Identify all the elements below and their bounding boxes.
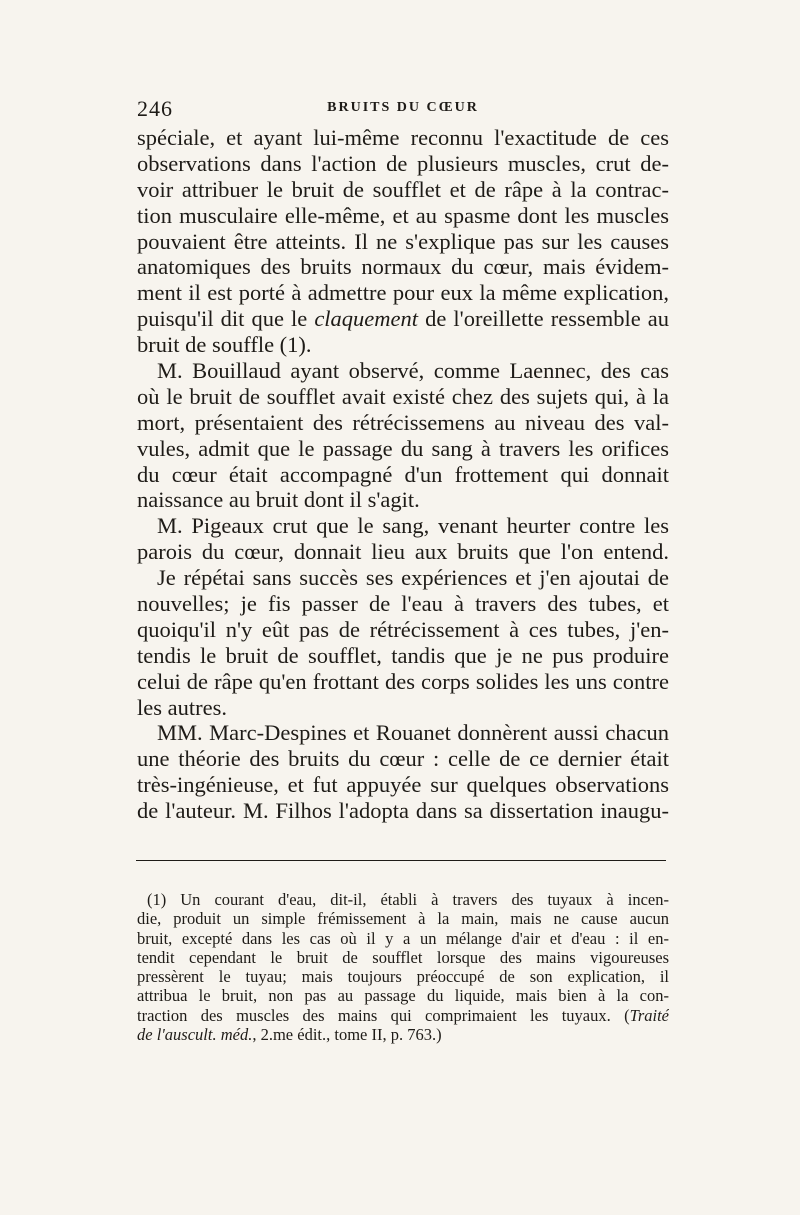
paragraph-1 xyxy=(137,125,669,358)
text-line: quoiqu'il n'y eût pas de rétrécissement à ces tubes, j'en- xyxy=(137,616,669,642)
text-line: voir attribuer le bruit de soufflet et de râpe à la contrac- xyxy=(137,176,669,202)
text-line: où le bruit de soufflet avait existé chez des sujets qui, à la xyxy=(137,383,669,409)
text-line: pouvaient être atteints. Il ne s'explique pas sur les causes xyxy=(137,228,669,254)
running-title: BRUITS DU CŒUR xyxy=(327,100,479,115)
text-line: mort, présentaient des rétrécissemens au niveau des val- xyxy=(137,409,669,435)
footnote-line: bruit, excepté dans les cas où il y a un mélange d'air et d'eau : il en- xyxy=(137,928,669,948)
italic-word: claquement xyxy=(314,306,419,332)
text-line: MM. Marc-Despines et Rouanet donnèrent aussi chacun xyxy=(157,720,669,746)
text-line: une théorie des bruits du cœur : celle de ce dernier était xyxy=(137,746,669,772)
paragraph-4 xyxy=(137,565,669,720)
text-line: bruit de souffle (1). xyxy=(137,332,312,358)
text-line: celui de râpe qu'en frottant des corps solides les uns contre xyxy=(137,668,669,694)
page-header xyxy=(137,96,669,126)
page-number: 246 xyxy=(137,96,173,121)
text-line: parois du cœur, donnait lieu aux bruits que l'on entend. xyxy=(137,539,669,565)
body-text xyxy=(137,125,669,824)
text-line: M. Pigeaux crut que le sang, venant heurter contre les xyxy=(157,513,669,539)
text-line: du cœur était accompagné d'un frottement qui donnait xyxy=(137,461,669,487)
footnote-line: tendit cependant le bruit de soufflet lorsque des mains vigoureuses xyxy=(137,947,669,967)
text-line: ment il est porté à admettre pour eux la même explication, xyxy=(137,280,669,306)
paragraph-2 xyxy=(137,358,669,513)
italic-citation: de l'auscult. méd. xyxy=(137,1025,253,1045)
footnote-line: die, produit un simple frémissement à la main, mais ne cause aucun xyxy=(137,909,669,929)
footnote xyxy=(137,890,669,1044)
text-line: de l'auteur. M. Filhos l'adopta dans sa dissertation inaugu- xyxy=(137,798,669,824)
text-line: très-ingénieuse, et fut appuyée sur quelques observations xyxy=(137,772,669,798)
text-line: spéciale, et ayant lui-même reconnu l'exactitude de ces xyxy=(137,125,669,150)
text-line: les autres. xyxy=(137,694,227,720)
footnote-line: attribua le bruit, non pas au passage du liquide, mais bien à la con- xyxy=(137,986,669,1006)
text-segment: puisqu'il dit que le xyxy=(137,306,315,332)
footnote-line-with-italic xyxy=(137,1006,669,1025)
text-segment: de l'oreillette ressemble au xyxy=(418,306,669,332)
text-line: observations dans l'action de plusieurs muscles, crut de- xyxy=(137,150,669,176)
text-line: Je répétai sans succès ses expériences et j'en ajoutai de xyxy=(157,565,669,591)
footnote-line: (1) Un courant d'eau, dit-il, établi à travers des tuyaux à incen- xyxy=(147,890,669,909)
footnote-line: pressèrent le tuyau; mais toujours préoccupé de son explication, il xyxy=(137,967,669,987)
text-segment: , 2.me édit., tome II, p. 763.) xyxy=(252,1025,442,1045)
text-line: naissance au bruit dont il s'agit. xyxy=(137,487,420,513)
text-line: nouvelles; je fis passer de l'eau à travers des tubes, et xyxy=(137,591,669,617)
footnote-line-with-italic xyxy=(137,1025,669,1044)
text-line: vules, admit que le passage du sang à travers les orifices xyxy=(137,435,669,461)
text-segment: traction des muscles des mains qui comprimaient les tuyaux. ( xyxy=(137,1005,630,1025)
text-line-with-italic xyxy=(137,306,669,332)
text-line: anatomiques des bruits normaux du cœur, mais évidem- xyxy=(137,254,669,280)
paragraph-3 xyxy=(137,513,669,565)
footnote-divider xyxy=(136,860,666,861)
paragraph-5 xyxy=(137,720,669,824)
text-line: tendis le bruit de soufflet, tandis que je ne pus produire xyxy=(137,642,669,668)
text-line: tion musculaire elle-même, et au spasme dont les muscles xyxy=(137,202,669,228)
text-line: M. Bouillaud ayant observé, comme Laennec, des cas xyxy=(157,358,669,384)
italic-citation: Traité xyxy=(629,1005,669,1025)
